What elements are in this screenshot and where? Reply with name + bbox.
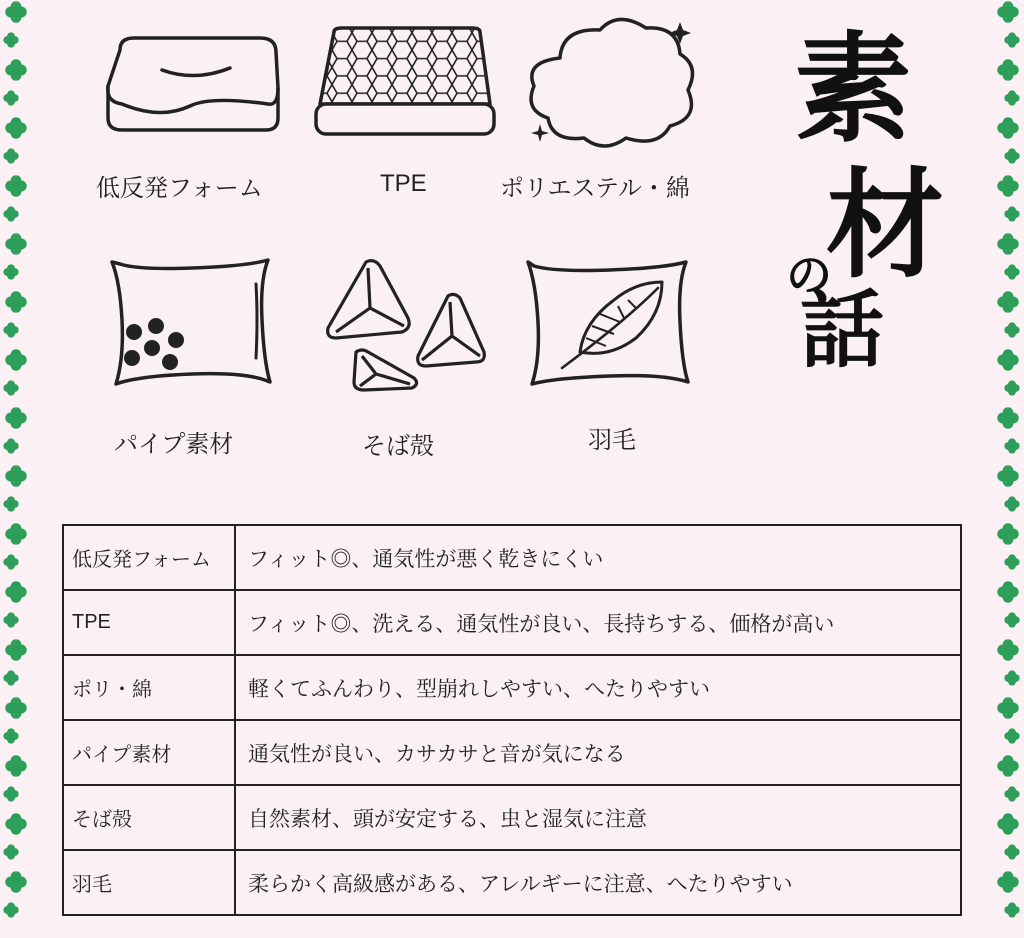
feather-pillow-icon: [524, 256, 696, 388]
icon-label: TPE: [380, 170, 427, 197]
icon-card-tpe: [312, 24, 502, 210]
cloud-cotton-icon: [500, 14, 730, 154]
clover-icon: [1004, 670, 1019, 685]
clover-icon: [3, 264, 18, 279]
clover-icon: [3, 32, 18, 47]
clover-icon: [1004, 380, 1019, 395]
table-cell-description: 柔らかく高級感がある、アレルギーに注意、へたりやすい: [235, 850, 961, 915]
clover-icon: [3, 902, 18, 917]
pipe-pillow-icon: [108, 254, 278, 388]
clover-icon: [5, 523, 26, 544]
icon-card-polyester: [500, 14, 730, 210]
icon-card-buckwheat: [322, 256, 492, 460]
clover-icon: [1004, 206, 1019, 221]
clover-icon: [3, 612, 18, 627]
clover-icon: [5, 291, 26, 312]
clover-icon: [5, 639, 26, 660]
clover-icon: [1004, 322, 1019, 337]
clover-icon: [1004, 612, 1019, 627]
memory-foam-pillow-icon: [100, 30, 290, 150]
clover-icon: [997, 755, 1018, 776]
clover-icon: [5, 117, 26, 138]
icon-label: パイプ素材: [114, 431, 234, 458]
clover-icon: [1004, 786, 1019, 801]
table-row: [63, 655, 961, 720]
title-char: 素: [794, 19, 913, 158]
clover-icon: [997, 1, 1018, 22]
table-row: [63, 720, 961, 785]
clover-icon: [997, 697, 1018, 718]
clover-icon: [5, 755, 26, 776]
clover-icon: [1004, 844, 1019, 859]
clover-icon: [3, 438, 18, 453]
clover-icon: [5, 59, 26, 80]
table-cell-description: 軽くてふんわり、型崩れしやすい、へたりやすい: [235, 655, 961, 720]
title-char: 材: [826, 155, 945, 294]
clover-icon: [5, 175, 26, 196]
icon-label: 低反発フォーム: [96, 175, 263, 202]
clover-icon: [1004, 496, 1019, 511]
clover-icon: [1004, 554, 1019, 569]
clover-icon: [3, 554, 18, 569]
clover-icon: [3, 90, 18, 105]
clover-icon: [5, 465, 26, 486]
clover-icon: [997, 813, 1018, 834]
clover-icon: [997, 581, 1018, 602]
table-cell-material: 羽毛: [63, 850, 235, 915]
page-title: [786, 19, 986, 380]
clover-icon: [5, 233, 26, 254]
clover-icon: [997, 871, 1018, 892]
table-row: [63, 785, 961, 850]
icon-card-memory-foam: [96, 30, 290, 210]
table-cell-description: 通気性が良い、カサカサと音が気になる: [235, 720, 961, 785]
clover-icon: [1004, 902, 1019, 917]
clover-icon: [997, 407, 1018, 428]
table-cell-description: 自然素材、頭が安定する、虫と湿気に注意: [235, 785, 961, 850]
clover-icon: [997, 349, 1018, 370]
clover-icon: [3, 148, 18, 163]
buckwheat-hull-icon: [322, 256, 492, 396]
clover-icon: [5, 871, 26, 892]
table-cell-description: フィット◎、洗える、通気性が良い、長持ちする、価格が高い: [235, 590, 961, 655]
table-cell-material: TPE: [63, 590, 235, 655]
clover-icon: [3, 380, 18, 395]
clover-icon: [1004, 32, 1019, 47]
clover-icon: [1004, 264, 1019, 279]
clover-icon: [997, 117, 1018, 138]
clover-icon: [5, 1, 26, 22]
table-cell-material: 低反発フォーム: [63, 525, 235, 590]
clover-icon: [1004, 90, 1019, 105]
table-cell-material: パイプ素材: [63, 720, 235, 785]
clover-icon: [997, 175, 1018, 196]
clover-icon: [997, 465, 1018, 486]
clover-icon: [997, 523, 1018, 544]
clover-icon: [3, 496, 18, 511]
clover-icon: [3, 322, 18, 337]
title-char: 話: [800, 280, 885, 379]
clover-icon: [3, 844, 18, 859]
clover-icon: [5, 349, 26, 370]
honeycomb-pillow-icon: [312, 24, 502, 140]
icon-card-feather: [524, 256, 696, 456]
clover-icon: [1004, 438, 1019, 453]
clover-icon: [5, 407, 26, 428]
icon-label: ポリエステル・綿: [500, 175, 690, 202]
clover-icon: [5, 581, 26, 602]
clover-icon: [5, 697, 26, 718]
table-row: [63, 850, 961, 915]
icon-card-pipe: [108, 254, 278, 458]
table-row: [63, 590, 961, 655]
clover-icon: [5, 813, 26, 834]
table-cell-material: ポリ・綿: [63, 655, 235, 720]
table-cell-material: そば殻: [63, 785, 235, 850]
clover-icon: [997, 639, 1018, 660]
icon-label: 羽毛: [588, 427, 636, 454]
clover-icon: [997, 291, 1018, 312]
clover-icon: [3, 670, 18, 685]
clover-icon: [1004, 728, 1019, 743]
icon-label: そば殻: [362, 433, 434, 460]
clover-icon: [997, 59, 1018, 80]
clover-border-left: [0, 0, 32, 938]
table-cell-description: フィット◎、通気性が悪く乾きにくい: [235, 525, 961, 590]
title-char: の: [786, 248, 832, 302]
clover-icon: [997, 233, 1018, 254]
clover-border-right: [992, 0, 1024, 938]
clover-icon: [3, 728, 18, 743]
comparison-table: [62, 524, 962, 916]
table-row: [63, 525, 961, 590]
clover-icon: [3, 206, 18, 221]
clover-icon: [1004, 148, 1019, 163]
clover-icon: [3, 786, 18, 801]
